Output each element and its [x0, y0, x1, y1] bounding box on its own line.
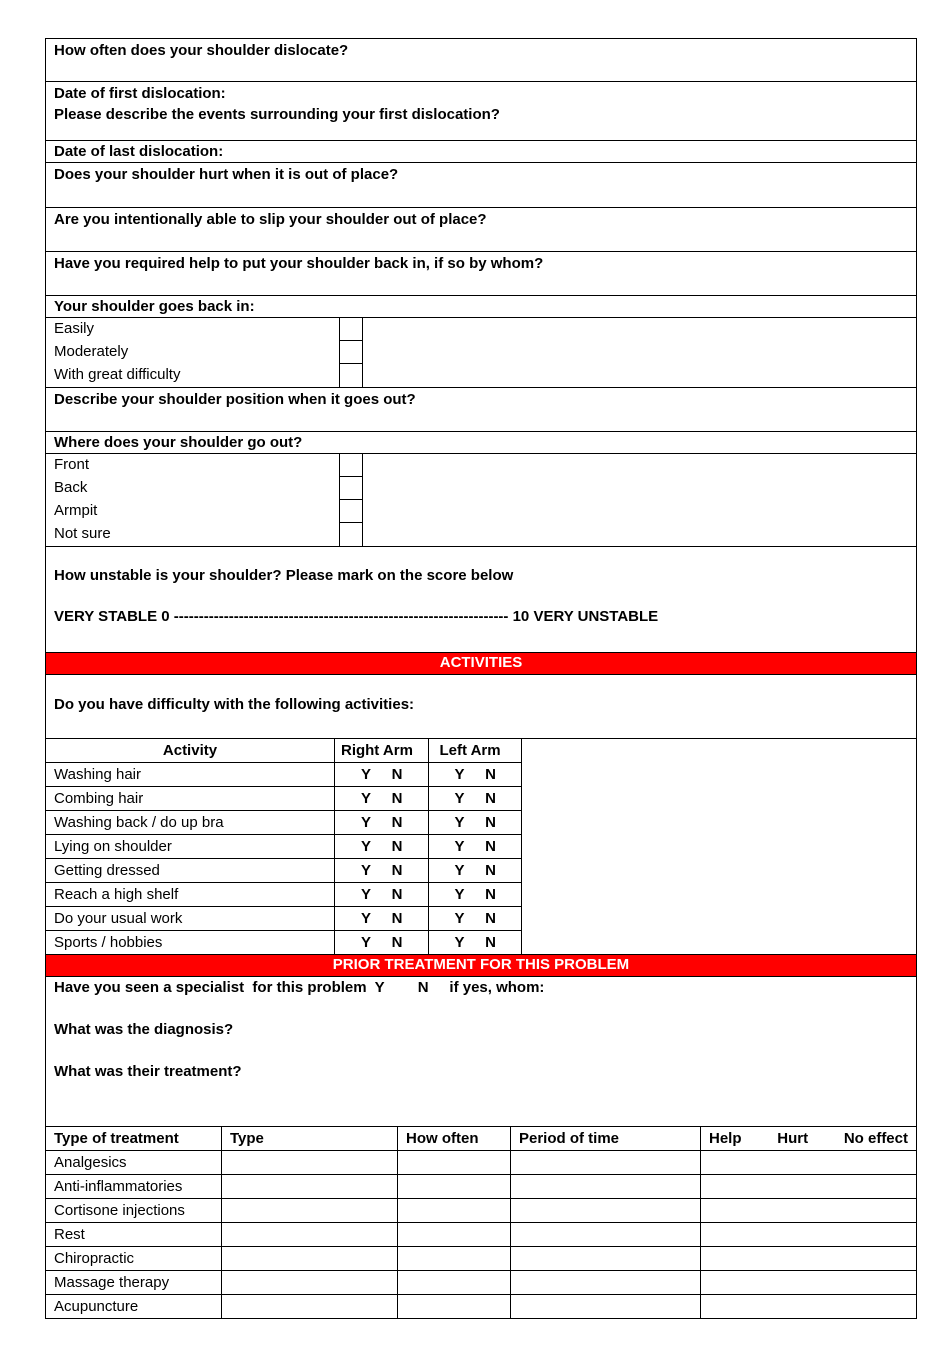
treatments-table-row: [46, 1127, 916, 1318]
right-arm-yn[interactable]: Y N: [334, 763, 428, 787]
left-arm-yn[interactable]: Y N: [429, 763, 522, 787]
treatments-table: [46, 1127, 916, 1318]
back-in-checkbox-great-difficulty[interactable]: [339, 364, 363, 387]
back-in-checkbox-easily[interactable]: [339, 318, 363, 341]
table-row: [46, 907, 522, 931]
effect-cell[interactable]: [701, 1151, 917, 1175]
help-question: Have you required help to put your shoulder back in, if so by whom?: [54, 255, 544, 272]
type-cell[interactable]: [222, 1295, 398, 1319]
table-row: [46, 1271, 916, 1295]
help-question-row[interactable]: [46, 252, 916, 296]
prior-treatment-banner: PRIOR TREATMENT FOR THIS PROBLEM: [46, 955, 916, 977]
activity-name: Do your usual work: [46, 907, 334, 931]
right-arm-column-header: Right Arm: [334, 739, 428, 763]
table-row: [46, 1151, 916, 1175]
back-in-options: [46, 318, 916, 388]
period-cell[interactable]: [511, 1175, 701, 1199]
activities-banner: ACTIVITIES: [46, 653, 916, 675]
table-row: [46, 811, 522, 835]
diagnosis-question: What was the diagnosis?: [54, 1021, 234, 1038]
table-row: [46, 763, 522, 787]
where-out-option-label: Armpit: [54, 502, 98, 519]
how-often-header: How often: [398, 1127, 511, 1151]
position-question: Describe your shoulder position when it goes out?: [54, 391, 416, 408]
back-in-checkbox-moderately[interactable]: [339, 341, 363, 364]
how-often-cell[interactable]: [398, 1175, 511, 1199]
activity-name: Reach a high shelf: [46, 883, 334, 907]
type-header: Type: [222, 1127, 398, 1151]
hurt-question: Does your shoulder hurt when it is out of place?: [54, 166, 399, 183]
period-cell[interactable]: [511, 1271, 701, 1295]
treatment-name: Acupuncture: [46, 1295, 222, 1319]
shoulder-questionnaire-form: [45, 38, 917, 1319]
hurt-header: Hurt: [777, 1130, 809, 1147]
activities-table-row: [46, 739, 916, 955]
table-row: [46, 931, 522, 955]
where-out-checkbox-armpit[interactable]: [339, 500, 363, 523]
right-arm-yn[interactable]: Y N: [334, 859, 428, 883]
last-dislocation-date-label: Date of last dislocation:: [54, 143, 224, 160]
position-question-row[interactable]: [46, 388, 916, 432]
where-out-option: [46, 523, 916, 546]
where-out-option: [46, 454, 916, 477]
activity-name: Getting dressed: [46, 859, 334, 883]
instability-question: How unstable is your shoulder? Please mark on the score below: [54, 567, 514, 584]
treatment-name: Anti-inflammatories: [46, 1175, 222, 1199]
hurt-question-row[interactable]: [46, 163, 916, 208]
period-header: Period of time: [511, 1127, 701, 1151]
table-row: [46, 859, 522, 883]
left-arm-yn[interactable]: Y N: [429, 811, 522, 835]
type-cell[interactable]: [222, 1223, 398, 1247]
effect-header: [701, 1127, 917, 1151]
treatment-question: What was their treatment?: [54, 1063, 242, 1080]
back-in-option-label: With great difficulty: [54, 366, 181, 383]
where-out-option-label: Back: [54, 479, 88, 496]
where-out-label-row: [46, 432, 916, 454]
frequency-question-row[interactable]: [46, 39, 916, 82]
frequency-question: How often does your shoulder dislocate?: [54, 42, 349, 59]
effect-cell[interactable]: [701, 1247, 917, 1271]
back-in-option: [46, 341, 916, 364]
left-arm-yn[interactable]: Y N: [429, 931, 522, 955]
treatment-name: Cortisone injections: [46, 1199, 222, 1223]
activity-column-header: Activity: [46, 739, 334, 763]
right-arm-yn[interactable]: Y N: [334, 835, 428, 859]
table-row: [46, 1199, 916, 1223]
table-row: [46, 787, 522, 811]
effect-cell[interactable]: [701, 1271, 917, 1295]
activity-name: Sports / hobbies: [46, 931, 334, 955]
treatment-name: Chiropractic: [46, 1247, 222, 1271]
table-row: [46, 883, 522, 907]
table-row: [46, 1223, 916, 1247]
back-in-option: [46, 364, 916, 387]
type-cell[interactable]: [222, 1247, 398, 1271]
back-in-label: Your shoulder goes back in:: [54, 298, 255, 315]
where-out-checkbox-front[interactable]: [339, 454, 363, 477]
effect-cell[interactable]: [701, 1175, 917, 1199]
period-cell[interactable]: [511, 1247, 701, 1271]
type-cell[interactable]: [222, 1199, 398, 1223]
help-header: Help: [709, 1130, 742, 1147]
activities-header-row: [46, 739, 522, 763]
where-out-option: [46, 477, 916, 500]
right-arm-yn[interactable]: Y N: [334, 811, 428, 835]
left-arm-yn[interactable]: Y N: [429, 859, 522, 883]
left-arm-yn[interactable]: Y N: [429, 835, 522, 859]
type-cell[interactable]: [222, 1151, 398, 1175]
first-dislocation-events-question: Please describe the events surrounding your first dislocation?: [54, 106, 500, 123]
period-cell[interactable]: [511, 1295, 701, 1319]
right-arm-yn[interactable]: Y N: [334, 883, 428, 907]
prior-treatment-questions[interactable]: [46, 977, 916, 1127]
where-out-option-label: Front: [54, 456, 90, 473]
effect-cell[interactable]: [701, 1295, 917, 1319]
left-arm-yn[interactable]: Y N: [429, 787, 522, 811]
right-arm-yn[interactable]: Y N: [334, 907, 428, 931]
how-often-cell[interactable]: [398, 1271, 511, 1295]
activity-name: Washing hair: [46, 763, 334, 787]
treatment-type-header: Type of treatment: [46, 1127, 222, 1151]
activity-name: Combing hair: [46, 787, 334, 811]
right-arm-yn[interactable]: Y N: [334, 787, 428, 811]
left-arm-column-header: Left Arm: [429, 739, 522, 763]
table-row: [46, 1295, 916, 1319]
effect-cell[interactable]: [701, 1223, 917, 1247]
where-out-checkbox-back[interactable]: [339, 477, 363, 500]
intentional-question-row[interactable]: [46, 208, 916, 252]
how-often-cell[interactable]: [398, 1199, 511, 1223]
where-out-option: [46, 500, 916, 523]
type-cell[interactable]: [222, 1175, 398, 1199]
back-in-option-label: Easily: [54, 320, 95, 337]
activity-name: Washing back / do up bra: [46, 811, 334, 835]
treatment-name: Massage therapy: [46, 1271, 222, 1295]
back-in-label-row: [46, 296, 916, 318]
intentional-question: Are you intentionally able to slip your shoulder out of place?: [54, 211, 487, 228]
how-often-cell[interactable]: [398, 1223, 511, 1247]
no-effect-header: No effect: [843, 1130, 908, 1147]
period-cell[interactable]: [511, 1223, 701, 1247]
where-out-checkbox-not-sure[interactable]: [339, 523, 363, 546]
where-out-option-label: Not sure: [54, 525, 111, 542]
how-often-cell[interactable]: [398, 1151, 511, 1175]
specialist-question: Have you seen a specialist for this problem Y N if yes, whom:: [54, 979, 545, 996]
left-arm-yn[interactable]: Y N: [429, 883, 522, 907]
how-often-cell[interactable]: [398, 1295, 511, 1319]
activities-prompt-row: [46, 675, 916, 739]
activities-table: [46, 739, 522, 954]
right-arm-yn[interactable]: Y N: [334, 931, 428, 955]
type-cell[interactable]: [222, 1271, 398, 1295]
how-often-cell[interactable]: [398, 1247, 511, 1271]
back-in-option-label: Moderately: [54, 343, 129, 360]
treatment-name: Rest: [46, 1223, 222, 1247]
table-row: [46, 1175, 916, 1199]
effect-cell[interactable]: [701, 1199, 917, 1223]
treatment-name: Analgesics: [46, 1151, 222, 1175]
treatments-header-row: [46, 1127, 916, 1151]
instability-scale[interactable]: VERY STABLE 0 ------------------------------------------------------------------- 10 VERY UNSTABLE: [54, 608, 659, 625]
where-out-options: [46, 454, 916, 547]
table-row: [46, 835, 522, 859]
left-arm-yn[interactable]: Y N: [429, 907, 522, 931]
last-dislocation-row[interactable]: [46, 141, 916, 163]
activity-name: Lying on shoulder: [46, 835, 334, 859]
table-row: [46, 1247, 916, 1271]
first-dislocation-date-label: Date of first dislocation:: [54, 85, 226, 102]
where-out-label: Where does your shoulder go out?: [54, 434, 303, 451]
instability-row: [46, 547, 916, 653]
period-cell[interactable]: [511, 1151, 701, 1175]
activities-prompt: Do you have difficulty with the following activities:: [54, 696, 415, 713]
back-in-option: [46, 318, 916, 341]
period-cell[interactable]: [511, 1199, 701, 1223]
first-dislocation-row[interactable]: [46, 82, 916, 141]
